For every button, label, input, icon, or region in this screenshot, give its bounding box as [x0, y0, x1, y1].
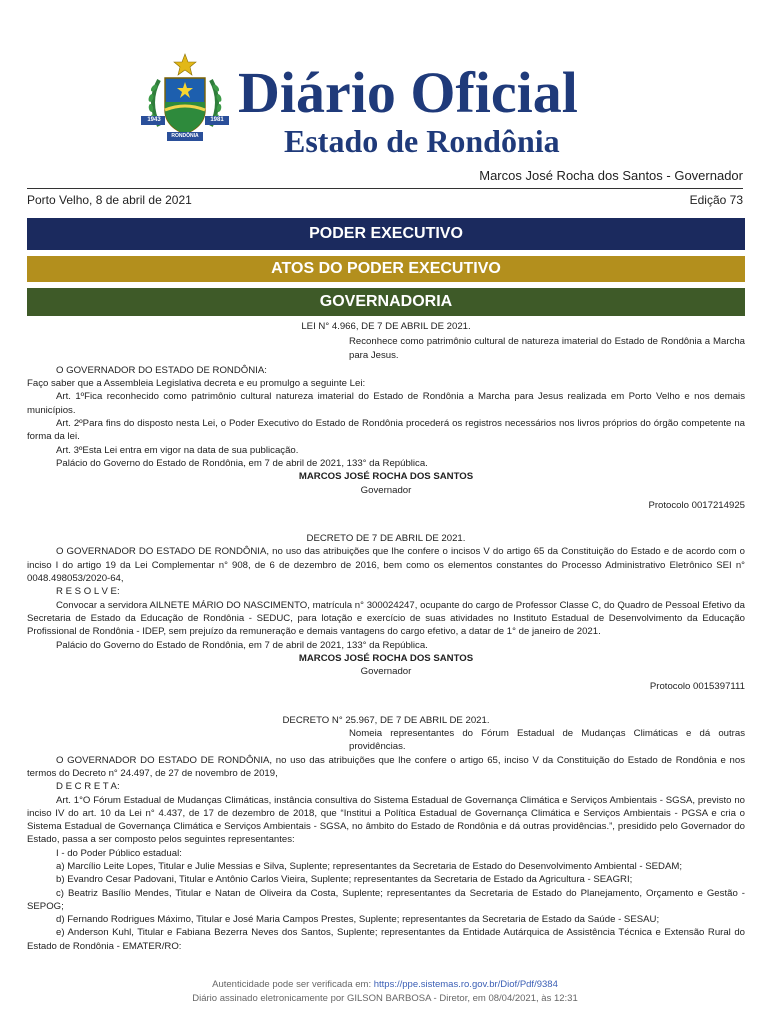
- act-paragraph: I - do Poder Público estadual:: [56, 847, 182, 859]
- act-summary: Reconhece como patrimônio cultural de natureza imaterial do Estado de Rondônia a Marcha para Jesus.: [349, 336, 745, 361]
- edition-number: Edição 73: [689, 193, 743, 207]
- act-heading: DECRETO DE 7 DE ABRIL DE 2021.: [306, 533, 466, 545]
- act-heading: LEI N° 4.966, DE 7 DE ABRIL DE 2021.: [301, 321, 471, 332]
- act-paragraph: c) Beatriz Basílio Mendes, Titular e Natan de Oliveira da Costa, Suplente; representantes da Secretaria de Estado do Planejamento, Orçamento e Gestão - SEPOG;: [27, 887, 745, 912]
- act-protocol: Protocolo 0015397111: [649, 681, 745, 693]
- crest-year-left: 1943: [147, 117, 161, 123]
- page-subtitle: Estado de Rondônia: [284, 123, 560, 159]
- act-paragraph: d) Fernando Rodrigues Máximo, Titular e José Maria Campos Prestes, Suplente; representantes da Secretaria de Estado da Saúde - SESAU;: [56, 914, 660, 926]
- act-protocol: Protocolo 0017214925: [648, 499, 745, 511]
- act-summary: Nomeia representantes do Fórum Estadual de Mudanças Climáticas e dá outras providências.: [349, 728, 745, 753]
- act-paragraph: Art. 3ºEsta Lei entra em vigor na data de sua publicação.: [56, 444, 299, 456]
- act-paragraph: Art. 2ºPara fins do disposto nesta Lei, o Poder Executivo do Estado de Rondônia procederá os registros necessários nos livros próprios do órgão competente na forma da lei.: [27, 418, 745, 443]
- crest-ribbon-text: RONDÔNIA: [171, 133, 199, 139]
- act-paragraph: R E S O L V E:: [56, 586, 120, 598]
- section-bar-governance: GOVERNADORIA: [27, 288, 745, 316]
- act-paragraph: D E C R E T A:: [56, 781, 120, 793]
- section-bar-executive: PODER EXECUTIVO: [27, 218, 745, 250]
- document-body: [27, 320, 745, 953]
- act-paragraph: O GOVERNADOR DO ESTADO DE RONDÔNIA:: [56, 364, 267, 376]
- spacer: [27, 512, 745, 532]
- authenticity-label: Autenticidade pode ser verificada em:: [212, 979, 372, 990]
- spacer: [27, 694, 745, 714]
- act-signer: MARCOS JOSÉ ROCHA DOS SANTOS: [298, 471, 474, 483]
- act-paragraph: Art. 1ºFica reconhecido como patrimônio cultural natureza imaterial do Estado de Rondônia a Marcha para Jesus realizada em Porto Velho e nos demais municípios.: [27, 391, 745, 416]
- act-paragraph: Palácio do Governo do Estado de Rondônia, em 7 de abril de 2021, 133° da República.: [56, 639, 428, 651]
- section-bar-acts: ATOS DO PODER EXECUTIVO: [27, 256, 745, 282]
- act-paragraph: Convocar a servidora AILNETE MÁRIO DO NASCIMENTO, matrícula n° 300024247, ocupante do cargo de Professor Classe C, do Quadro de Pessoal Efetivo da Secretaria de Estado da Educação de Rondônia - SEDUC, para lotação e exercício de suas atividades no Instituto Estadual de Desenvolvimento da Educação Profissional de Rondônia - IDEP, sem prejuízo da remuneração e demais vantagens do cargo efetivo, a datar de 1° de janeiro de 2021.: [27, 599, 745, 638]
- act-heading: DECRETO N° 25.967, DE 7 DE ABRIL DE 2021.: [282, 714, 490, 726]
- act-paragraph: O GOVERNADOR DO ESTADO DE RONDÔNIA, no uso das atribuições que lhe confere o incisos V do artigo 65 da Constituição do Estado e de acordo com o inciso I do artigo 19 da Lei Complementar n° 908, de 6 de dezembro de 2016, bem como os elementos constantes do Processo Administrativo Eletrônico SEI n° 0048.498053/2020-64,: [27, 546, 745, 585]
- authenticity-note: [0, 979, 770, 990]
- act-paragraph: Palácio do Governo do Estado de Rondônia, em 7 de abril de 2021, 133° da República.: [56, 457, 428, 469]
- act-signer-role: Governador: [360, 666, 412, 678]
- page-title: Diário Oficial: [238, 60, 578, 125]
- publication-date: Porto Velho, 8 de abril de 2021: [27, 193, 192, 207]
- act-paragraph: b) Evandro Cesar Padovani, Titular e Antônio Carlos Vieira, Suplente; representantes da Secretaria de Estado da Agricultura - SEAGRI;: [56, 874, 633, 886]
- act-paragraph: Art. 1°O Fórum Estadual de Mudanças Climáticas, instância consultiva do Sistema Estadual de Governança Climática e Serviços Ambientais - SGSA, previsto no inciso IV do art. 10 da Lei n° 4.437, de 17 de dezembro de 2018, que “Institui a Política Estadual de Governança Climática e Serviços Ambientais - PGSA e cria o Sistema Estadual de Governança Climática e Serviços Ambientais - SGSA, no âmbito do Estado de Rondônia e dá outras providências.”, presidido pelo Governador do Estado, passa a ser composto pelos seguintes representantes:: [27, 794, 745, 846]
- authenticity-link[interactable]: https://ppe.sistemas.ro.gov.br/Diof/Pdf/9384: [373, 979, 558, 990]
- act-signer: MARCOS JOSÉ ROCHA DOS SANTOS: [298, 652, 474, 664]
- header-divider: [27, 188, 743, 189]
- act-paragraph: Faço saber que a Assembleia Legislativa decreta e eu promulgo a seguinte Lei:: [27, 378, 366, 390]
- act-paragraph: a) Marcílio Leite Lopes, Titular e Julie Messias e Silva, Suplente; representantes da Secretaria de Estado do Desenvolvimento Ambiental - SEDAM;: [56, 860, 683, 872]
- crest-year-right: 1981: [210, 117, 224, 123]
- act-paragraph: O GOVERNADOR DO ESTADO DE RONDÔNIA, no uso das atribuições que lhe confere o artigo 65, inciso V da Constituição do Estado de Rondônia e nos termos do Decreto n° 24.497, de 27 de novembro de 2019,: [27, 754, 745, 779]
- governor-name: Marcos José Rocha dos Santos - Governador: [479, 168, 743, 183]
- act-paragraph: e) Anderson Kuhl, Titular e Fabiana Bezerra Neves dos Santos, Suplente; representantes da Entidade Autárquica de Assistência Técnica e Extensão Rural do Estado de Rondônia - EMATER/RO:: [27, 927, 745, 952]
- act-signer-role: Governador: [360, 484, 412, 496]
- signature-note: Diário assinado eletronicamente por GILSON BARBOSA - Diretor, em 08/04/2021, às 12:31: [192, 993, 578, 1004]
